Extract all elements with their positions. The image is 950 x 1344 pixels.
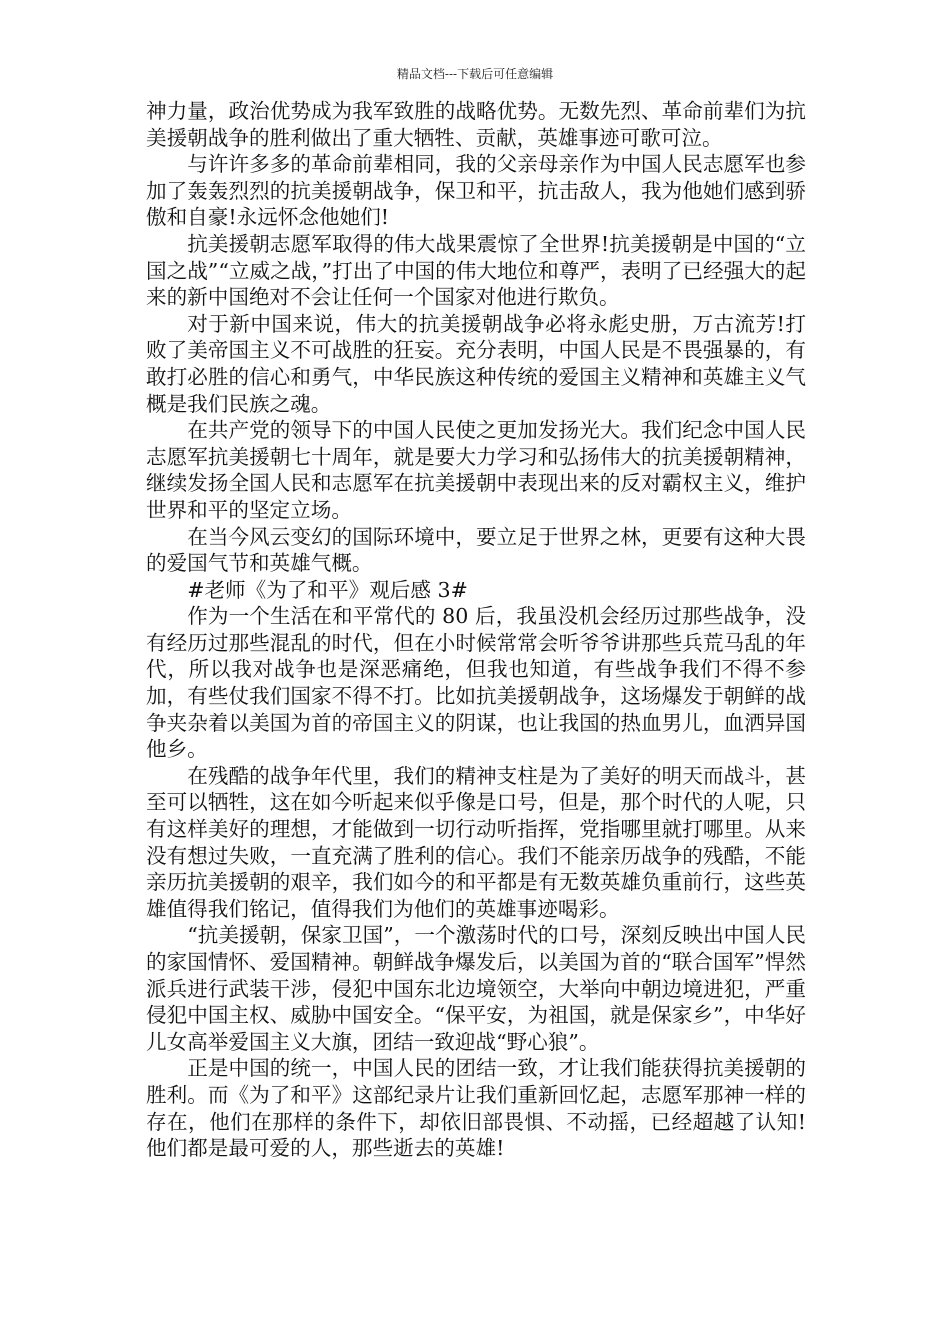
section-heading: #老师《为了和平》观后感 3# [187,577,468,602]
paragraph-5: 在共产党的领导下的中国人民使之更加发扬光大。我们纪念中国人民志愿军抗美援朝七十周年，就是要大力学习和弘扬伟大的抗美援朝精神，继续发扬全国人民和志愿军在抗美援朝中表现出来的反对霸权主义，维护世界和平的坚定立场。 [146,418,806,522]
paragraph-2: 与许许多多的革命前辈相同，我的父亲母亲作为中国人民志愿军也参加了轰轰烈烈的抗美援朝战争，保卫和平，抗击敌人，我为他她们感到骄傲和自豪!永远怀念他她们! [146,152,806,230]
page-header: 精品文档---下载后可任意编辑 [396,67,554,81]
paragraph-9: “抗美援朝，保家卫国”，一个激荡时代的口号，深刻反映出中国人民的家国情怀、爱国精神。朝鲜战争爆发后，以美国为首的“联合国军”悍然派兵进行武装干涉，侵犯中国东北边境领空，大举向中朝边境进犯，严重侵犯中国主权、威胁中国安全。“保平安，为祖国，就是保家乡”，中华好儿女高举爱国主义大旗，团结一致迎战“野心狼”。 [146,923,806,1054]
paragraph-3: 抗美援朝志愿军取得的伟大战果震惊了全世界!抗美援朝是中国的“立国之战”“立威之战，”打出了中国的伟大地位和尊严，表明了已经强大的起来的新中国绝对不会让任何一个国家对他进行欺负。 [146,231,806,310]
paragraph-1: 神力量，政治优势成为我军致胜的战略优势。无数先烈、革命前辈们为抗美援朝战争的胜利做出了重大牺牲、贡献，英雄事迹可歌可泣。 [146,99,806,150]
paragraph-8: 在残酷的战争年代里，我们的精神支柱是为了美好的明天而战斗，甚至可以牺牲，这在如今听起来似乎像是口号，但是，那个时代的人呢，只有这样美好的理想，才能做到一切行动听指挥，党指哪里就打哪里。从来没有想过失败，一直充满了胜利的信心。我们不能亲历战争的残酷，不能亲历抗美援朝的艰辛，我们如今的和平都是有无数英雄负重前行，这些英雄值得我们铭记，值得我们为他们的英雄事迹喝彩。 [146,763,806,921]
paragraph-6: 在当今风云变幻的国际环境中，要立足于世界之林，更要有这种大畏的爱国气节和英雄气概。 [146,524,806,576]
paragraph-4: 对于新中国来说，伟大的抗美援朝战争必将永彪史册，万古流芳!打败了美帝国主义不可战胜的狂妄。充分表明，中国人民是不畏强暴的，有敢打必胜的信心和勇气，中华民族这种传统的爱国主义精神和英雄主义气概是我们民族之魂。 [146,311,806,416]
paragraph-10: 正是中国的统一，中国人民的团结一致，才让我们能获得抗美援朝的胜利。而《为了和平》这部纪录片让我们重新回忆起，志愿军那神一样的存在，他们在那样的条件下，却依旧部畏惧、不动摇，已经超越了认知!他们都是最可爱的人，那些逝去的英雄! [146,1056,806,1161]
paragraph-7: 作为一个生活在和平常代的 80 后，我虽没机会经历过那些战争，没有经历过那些混乱的时代，但在小时候常常会听爷爷讲那些兵荒马乱的年代，所以我对战争也是深恶痛绝，但我也知道，有些战争我们不得不参加，有些仗我们国家不得不打。比如抗美援朝战争，这场爆发于朝鲜的战争夹杂着以美国为首的帝国主义的阴谋，也让我国的热血男儿，血洒异国他乡。 [146,604,806,762]
document-body [146,98,806,1162]
